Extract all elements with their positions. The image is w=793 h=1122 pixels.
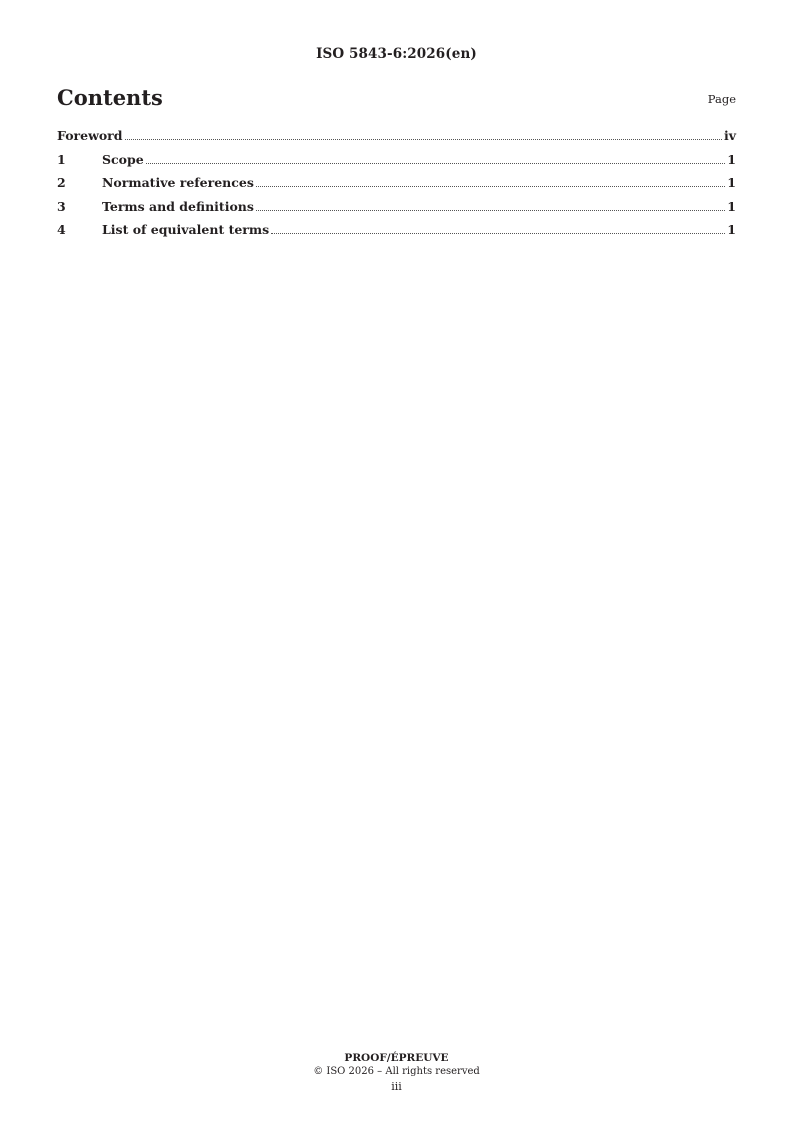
toc-entry-title: Normative references	[102, 175, 254, 190]
toc-entry-page: 1	[727, 198, 736, 214]
toc-entry-number: 4	[57, 222, 66, 237]
page-number: iii	[391, 1080, 402, 1093]
toc-entry-scope[interactable]	[57, 152, 736, 176]
toc-entry-title: Terms and definitions	[102, 198, 254, 214]
toc-entry-title: List of equivalent terms	[102, 222, 270, 237]
proof-label: PROOF/ÉPREUVE	[344, 1052, 449, 1064]
toc-leader-dots	[256, 210, 725, 211]
toc-entry-list-of-equivalent-terms[interactable]	[57, 222, 736, 246]
page-footer	[0, 1052, 793, 1093]
table-of-contents	[57, 128, 736, 246]
toc-entry-terms-and-definitions[interactable]	[57, 199, 736, 223]
toc-entry-page: iv	[723, 128, 736, 143]
toc-leader-dots	[271, 233, 725, 234]
page-column-label: Page	[707, 92, 736, 106]
toc-leader-dots	[125, 139, 722, 140]
toc-leader-dots	[256, 186, 725, 187]
toc-entry-title: Foreword	[57, 128, 123, 143]
toc-entry-number: 1	[57, 151, 66, 167]
copyright-notice: © ISO 2026 – All rights reserved	[313, 1066, 480, 1077]
toc-entry-foreword[interactable]	[57, 128, 736, 152]
toc-entry-page: 1	[727, 222, 736, 237]
toc-entry-page: 1	[727, 175, 736, 190]
toc-entry-number: 3	[57, 198, 66, 214]
document-identifier: ISO 5843-6:2026(en)	[316, 46, 477, 62]
toc-leader-dots	[146, 163, 726, 164]
contents-heading: Contents	[57, 85, 163, 110]
toc-entry-page: 1	[727, 151, 736, 167]
toc-entry-number: 2	[57, 175, 66, 190]
toc-entry-title: Scope	[102, 151, 144, 167]
toc-entry-normative-references[interactable]	[57, 175, 736, 199]
